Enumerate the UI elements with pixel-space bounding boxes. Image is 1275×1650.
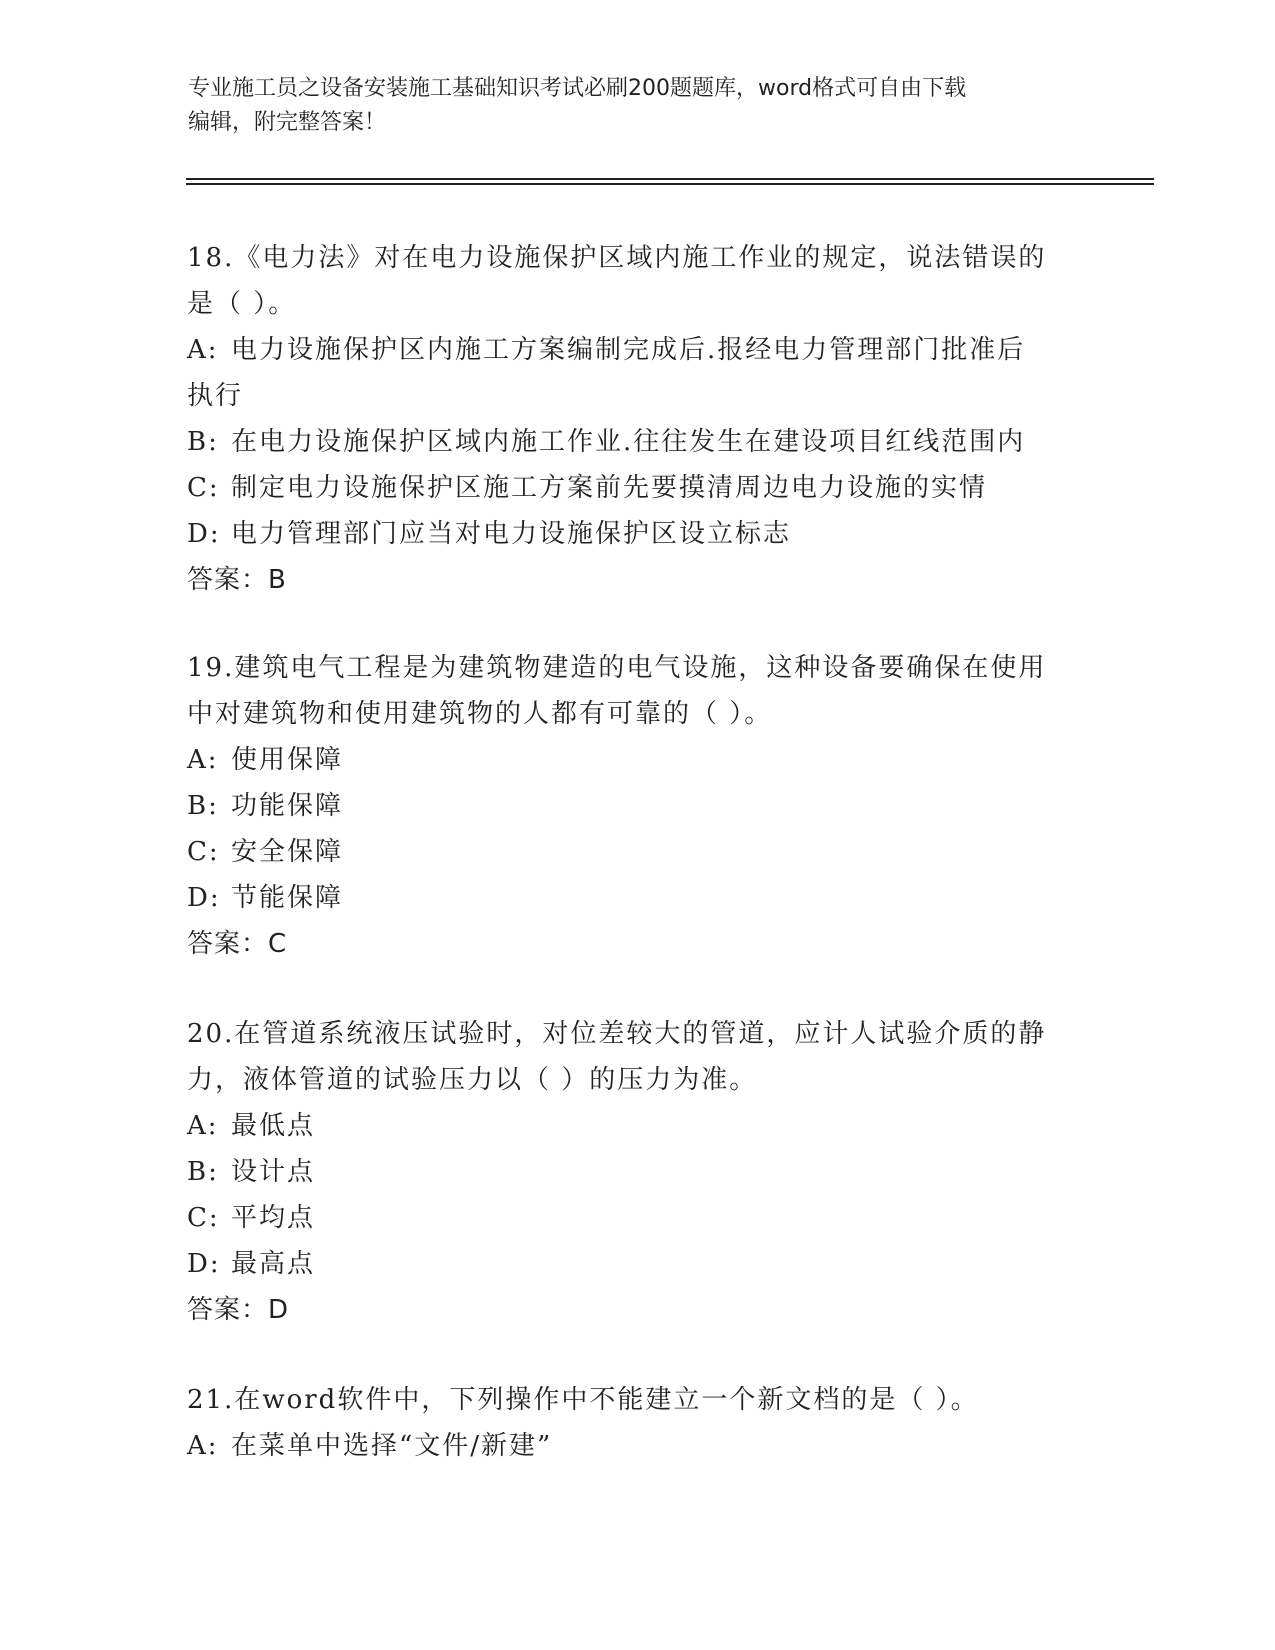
option-text: 最高点 <box>231 1249 316 1279</box>
answer-line: 答案：C <box>187 929 288 959</box>
header-divider-top <box>186 178 1154 180</box>
option-text: 安全保障 <box>231 837 344 867</box>
option-text: 在菜单中选择“文件/新建” <box>231 1431 553 1461</box>
option-letter: B: <box>187 1157 219 1187</box>
option-letter: C: <box>187 837 220 867</box>
option-text: 最低点 <box>231 1111 316 1141</box>
option-b <box>187 1149 1087 1195</box>
option-d <box>187 1241 1087 1287</box>
option-text: 电力设施保护区内施工方案编制完成后.报经电力管理部门批准后 <box>231 335 1026 365</box>
option-c <box>187 829 1087 875</box>
option-text: 制定电力设施保护区施工方案前先要摸清周边电力设施的实情 <box>231 473 988 503</box>
option-a <box>187 1103 1087 1149</box>
answer-line: 答案：D <box>187 1295 290 1325</box>
question-text: 19.建筑电气工程是为建筑物建造的电气设施，这种设备要确保在使用 <box>187 653 1047 683</box>
document-header <box>188 72 1088 140</box>
option-text: 使用保障 <box>231 745 344 775</box>
option-b <box>187 783 1087 829</box>
header-line-2: 编辑，附完整答案！ <box>188 110 387 135</box>
option-letter: D: <box>187 519 221 549</box>
option-text: 设计点 <box>231 1157 316 1187</box>
option-letter: C: <box>187 473 220 503</box>
answer-line: 答案：B <box>187 565 287 595</box>
question-text: 中对建筑物和使用建筑物的人都有可靠的（ ）。 <box>187 699 773 729</box>
option-c <box>187 465 1087 511</box>
option-text: 功能保障 <box>231 791 344 821</box>
question-text: 力，液体管道的试验压力以（ ）的压力为准。 <box>187 1065 758 1095</box>
header-divider-bottom <box>186 183 1154 185</box>
question-text: 18.《电力法》对在电力设施保护区域内施工作业的规定，说法错误的 <box>187 243 1047 273</box>
question-text: 21.在word软件中，下列操作中不能建立一个新文档的是（ ）。 <box>187 1385 979 1415</box>
option-a-continued: 执行 <box>187 381 244 411</box>
option-a <box>187 1423 1087 1469</box>
option-letter: D: <box>187 883 221 913</box>
option-text: 平均点 <box>231 1203 316 1233</box>
question-18 <box>187 235 1087 603</box>
option-letter: C: <box>187 1203 220 1233</box>
option-c <box>187 1195 1087 1241</box>
option-text: 电力管理部门应当对电力设施保护区设立标志 <box>231 519 792 549</box>
option-letter: B: <box>187 791 219 821</box>
option-text: 在电力设施保护区域内施工作业.往往发生在建设项目红线范围内 <box>231 427 1026 457</box>
question-19 <box>187 645 1087 967</box>
option-letter: A: <box>187 1111 219 1141</box>
option-letter: D: <box>187 1249 221 1279</box>
option-letter: A: <box>187 335 219 365</box>
header-line-1: 专业施工员之设备安装施工基础知识考试必刷200题题库，word格式可自由下载 <box>188 76 967 101</box>
option-text: 节能保障 <box>231 883 344 913</box>
option-letter: A: <box>187 1431 219 1461</box>
option-letter: B: <box>187 427 219 457</box>
question-text: 20.在管道系统液压试验时，对位差较大的管道，应计人试验介质的静 <box>187 1019 1047 1049</box>
option-a <box>187 737 1087 783</box>
option-d <box>187 511 1087 557</box>
question-21 <box>187 1377 1087 1469</box>
question-20 <box>187 1011 1087 1333</box>
option-b <box>187 419 1087 465</box>
option-letter: A: <box>187 745 219 775</box>
question-text: 是（ ）。 <box>187 289 297 319</box>
option-a <box>187 327 1087 373</box>
option-d <box>187 875 1087 921</box>
